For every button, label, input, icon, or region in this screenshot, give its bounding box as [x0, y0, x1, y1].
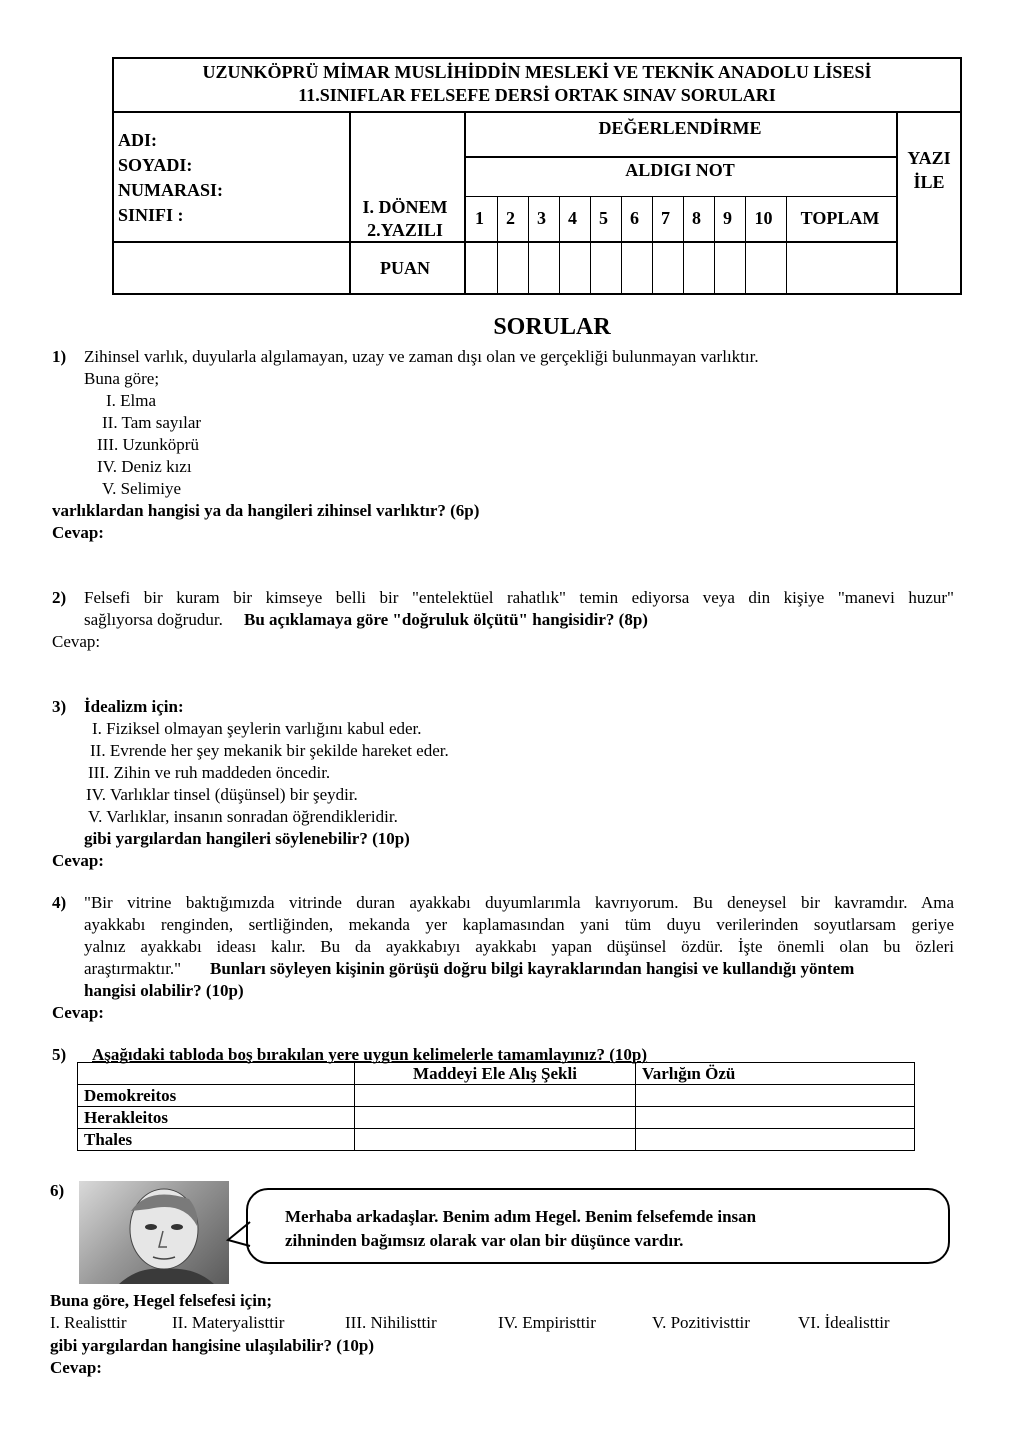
answer-cell[interactable] — [636, 1129, 915, 1151]
q6-option-2: II. Materyalisttir — [172, 1313, 285, 1332]
exam-number-label: 2.YAZILI — [367, 220, 443, 240]
questions-title: SORULAR — [493, 314, 611, 340]
school-name: UZUNKÖPRÜ MİMAR MUSLİHİDDİN MESLEKİ VE TEKNİK ANADOLU LİSESİ — [202, 62, 872, 82]
score-col-10: 10 — [754, 208, 773, 228]
q3-item-4: IV. Varlıklar tinsel (düşünsel) bir şeydir. — [86, 785, 358, 804]
q4-line-2: ayakkabı renginden, sertliğinden, mekanda yer kaplamasından yani tüm duyu verilerinden soyutlarsam geriye — [84, 915, 954, 934]
philosopher-cell: Demokreitos — [78, 1085, 355, 1107]
hegel-portrait-image — [79, 1181, 229, 1284]
q2-question: Bu açıklamaya göre "doğruluk ölçütü" hangisidir? (8p) — [244, 610, 648, 629]
answer-cell[interactable] — [355, 1107, 636, 1129]
aldigi-not-label: ALDIGI NOT — [625, 160, 735, 180]
answer-cell[interactable] — [355, 1129, 636, 1151]
q2-text-line2: sağlıyorsa doğrudur. — [84, 610, 223, 629]
portrait-icon — [79, 1181, 229, 1284]
q6-option-6: VI. İdealisttir — [798, 1313, 890, 1332]
q3-item-1: I. Fiziksel olmayan şeylerin varlığını kabul eder. — [92, 719, 422, 738]
q5-question: Aşağıdaki tabloda boş bırakılan yere uygun kelimelerle tamamlayınız? (10p) — [92, 1045, 648, 1064]
yazi-ile-label-2: İLE — [913, 172, 945, 192]
q6-answer: Cevap: — [50, 1358, 102, 1377]
q1-text: Zihinsel varlık, duyularla algılamayan, uzay ve zaman dışı olan ve gerçekliği bulunmayan varlıktır. — [84, 347, 759, 366]
score-col-9: 9 — [723, 208, 732, 228]
q6-question: gibi yargılardan hangisine ulaşılabilir? (10p) — [50, 1336, 375, 1355]
table-row — [78, 1063, 915, 1085]
q6-intro: Buna göre, Hegel felsefesi için; — [50, 1291, 273, 1310]
table-row — [78, 1129, 915, 1151]
q3-item-5: V. Varlıklar, insanın sonradan öğrendikleridir. — [88, 807, 398, 826]
table-header-cell: Varlığın Özü — [636, 1063, 915, 1085]
q1-question: varlıklardan hangisi ya da hangileri zihinsel varlıktır? (6p) — [52, 501, 480, 520]
score-col-8: 8 — [692, 208, 701, 228]
q4-answer: Cevap: — [52, 1003, 104, 1022]
philosopher-cell: Herakleitos — [78, 1107, 355, 1129]
q3-question: gibi yargılardan hangileri söylenebilir? (10p) — [84, 829, 410, 848]
q4-line-4a: araştırmaktır." — [84, 959, 182, 978]
q2-text-line1: Felsefi bir kuram bir kimseye belli bir "entelektüel rahatlık" temin ediyorsa veya din kişiye "manevi huzur" — [84, 588, 954, 607]
q4-number: 4) — [52, 893, 67, 912]
score-col-1: 1 — [475, 208, 484, 228]
score-col-5: 5 — [599, 208, 608, 228]
q4-line-5: hangisi olabilir? (10p) — [84, 981, 244, 1000]
answer-cell[interactable] — [636, 1085, 915, 1107]
q6-option-1: I. Realisttir — [50, 1313, 127, 1332]
q6-option-5: V. Pozitivisttir — [652, 1313, 750, 1332]
q1-number: 1) — [52, 347, 67, 366]
q1-item-3: III. Uzunköprü — [97, 435, 199, 454]
q3-number: 3) — [52, 697, 67, 716]
q1-item-2: II. Tam sayılar — [102, 413, 202, 432]
degerlendirme-label: DEĞERLENDİRME — [598, 118, 762, 138]
score-col-7: 7 — [661, 208, 670, 228]
q4-line-4b: Bunları söyleyen kişinin görüşü doğru bilgi kayraklarından hangisi ve kullandığı yöntem — [210, 959, 855, 978]
score-col-6: 6 — [630, 208, 639, 228]
field-class: SINIFI : — [118, 205, 184, 225]
field-name: ADI: — [118, 130, 157, 150]
answer-cell[interactable] — [636, 1107, 915, 1129]
table-header-cell — [78, 1063, 355, 1085]
q6-option-3: III. Nihilisttir — [345, 1313, 437, 1332]
q5-table — [77, 1062, 915, 1151]
field-surname: SOYADI: — [118, 155, 193, 175]
answer-cell[interactable] — [355, 1085, 636, 1107]
bubble-line-2: zihninden bağımsız olarak var olan bir düşünce vardır. — [285, 1231, 684, 1250]
q6-option-4: IV. Empiristtir — [498, 1313, 596, 1332]
q1-answer: Cevap: — [52, 523, 104, 542]
score-col-4: 4 — [568, 208, 577, 228]
q1-item-1: I. Elma — [106, 391, 157, 410]
q6-number: 6) — [50, 1181, 65, 1200]
score-col-total: TOPLAM — [800, 208, 880, 228]
q3-title: İdealizm için: — [84, 697, 184, 716]
puan-label: PUAN — [380, 258, 430, 278]
table-row — [78, 1107, 915, 1129]
exam-title: 11.SINIFLAR FELSEFE DERSİ ORTAK SINAV SORULARI — [298, 85, 776, 105]
q4-line-3: yalnız ayakkabı ideası kalır. Bu da ayakkabıyı ayakkabı yapan düşünsel özdür. İşte önemli olan bu özleri — [84, 937, 954, 956]
score-col-2: 2 — [506, 208, 515, 228]
field-number: NUMARASI: — [118, 180, 223, 200]
q1-item-5: V. Selimiye — [102, 479, 182, 498]
q3-item-2: II. Evrende her şey mekanik bir şekilde hareket eder. — [90, 741, 449, 760]
q1-intro: Buna göre; — [84, 369, 160, 388]
q2-number: 2) — [52, 588, 67, 607]
yazi-ile-label-1: YAZI — [907, 148, 951, 168]
term-label: I. DÖNEM — [362, 197, 448, 217]
table-header-cell: Maddeyi Ele Alış Şekli — [355, 1063, 636, 1085]
score-col-3: 3 — [537, 208, 546, 228]
philosopher-cell: Thales — [78, 1129, 355, 1151]
q5-number: 5) — [52, 1045, 67, 1064]
q4-line-1: "Bir vitrine baktığımızda vitrinde duran ayakkabı duyumlarımla kavrıyorum. Bu deneysel bir kavramdır. Ama — [84, 893, 954, 912]
bubble-line-1: Merhaba arkadaşlar. Benim adım Hegel. Benim felsefemde insan — [285, 1207, 757, 1226]
q1-item-4: IV. Deniz kızı — [97, 457, 192, 476]
q3-answer: Cevap: — [52, 851, 104, 870]
table-row — [78, 1085, 915, 1107]
q3-item-3: III. Zihin ve ruh maddeden öncedir. — [88, 763, 331, 782]
q2-answer: Cevap: — [52, 632, 101, 651]
